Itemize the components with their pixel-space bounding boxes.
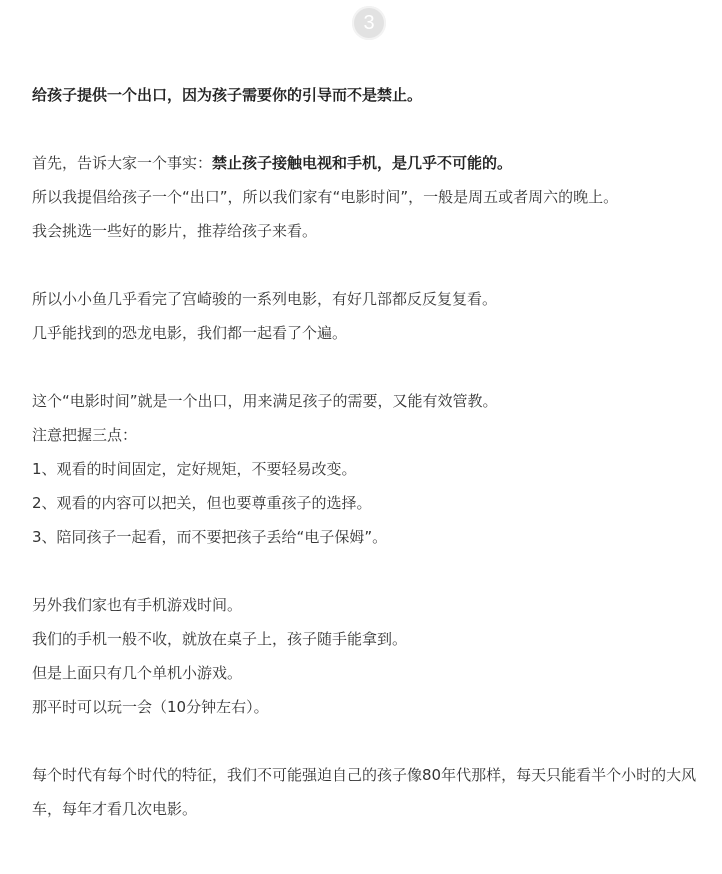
paragraph-single-games: 但是上面只有几个单机小游戏。 — [32, 664, 243, 682]
paragraph-movie-time: 所以我提倡给孩子一个“出口”，所以我们家有“电影时间”，一般是周五或者周六的晚上。 — [32, 188, 619, 206]
section-heading: 给孩子提供一个出口，因为孩子需要你的引导而不是禁止。 — [32, 86, 423, 104]
section-number-badge — [352, 6, 386, 40]
section-number: 3 — [363, 12, 375, 34]
paragraph-game-time: 另外我们家也有手机游戏时间。 — [32, 596, 243, 614]
fact-paragraph — [32, 146, 716, 180]
fact-lead: 首先，告诉大家一个事实： — [32, 154, 213, 172]
paragraph-dinosaur: 几乎能找到的恐龙电影，我们都一起看了个遍。 — [32, 324, 348, 342]
paragraph-select-films: 我会挑选一些好的影片，推荐给孩子来看。 — [32, 222, 318, 240]
list-item: 1、观看的时间固定，定好规矩，不要轻易改变。 — [32, 460, 357, 478]
list-item: 3、陪同孩子一起看，而不要把孩子丢给“电子保姆”。 — [32, 528, 388, 546]
paragraph-ten-minutes: 那平时可以玩一会（10分钟左右）。 — [32, 698, 269, 716]
paragraph-three-points: 注意把握三点： — [32, 426, 138, 444]
paragraph-miyazaki: 所以小小鱼几乎看完了宫崎骏的一系列电影，有好几部都反反复复看。 — [32, 290, 498, 308]
paragraph-phone-table: 我们的手机一般不收，就放在桌子上，孩子随手能拿到。 — [32, 630, 408, 648]
list-item: 2、观看的内容可以把关，但也要尊重孩子的选择。 — [32, 494, 372, 512]
fact-bold: 禁止孩子接触电视和手机，是几乎不可能的。 — [212, 154, 513, 172]
paragraph-outlet: 这个“电影时间”就是一个出口，用来满足孩子的需要，又能有效管教。 — [32, 392, 498, 410]
article-body — [32, 78, 716, 826]
paragraph-era: 每个时代有每个时代的特征，我们不可能强迫自己的孩子像80年代那样，每天只能看半个小时的大风车，每年才看几次电影。 — [32, 766, 697, 818]
